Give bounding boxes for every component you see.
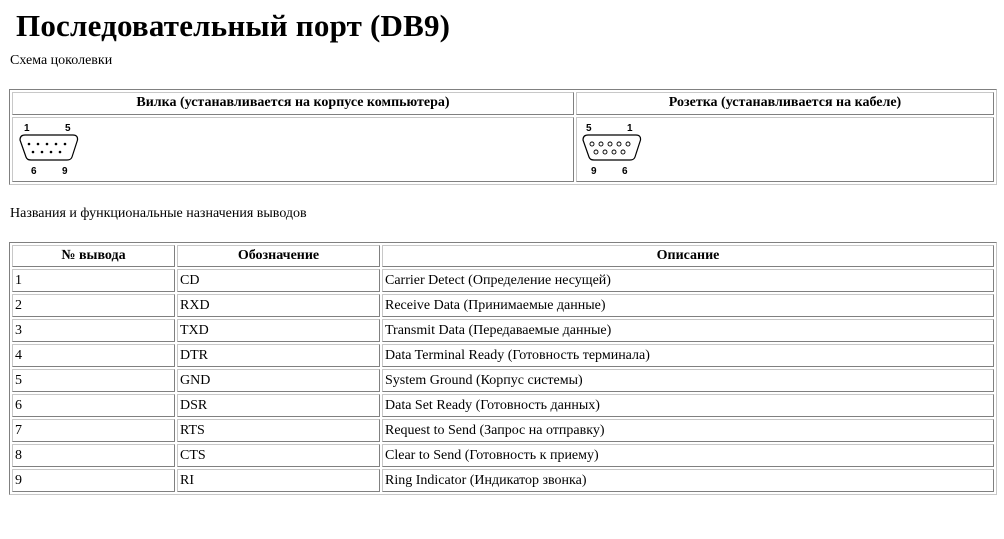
header-description: Описание [382, 245, 994, 267]
pin-number-cell: 9 [12, 469, 175, 492]
description-cell: Clear to Send (Готовность к приему) [382, 444, 994, 467]
table-row [12, 469, 994, 492]
description-cell: System Ground (Корпус системы) [382, 369, 994, 392]
male-connector-header: Вилка (устанавливается на корпусе компьютера) [12, 92, 574, 115]
pin-number-cell: 1 [12, 269, 175, 292]
signal-cell: CD [177, 269, 380, 292]
db9-male-connector-icon [16, 120, 82, 178]
table-row [12, 319, 994, 342]
description-cell: Ring Indicator (Индикатор звонка) [382, 469, 994, 492]
signal-cell: RXD [177, 294, 380, 317]
description-cell: Transmit Data (Передаваемые данные) [382, 319, 994, 342]
signal-cell: DTR [177, 344, 380, 367]
female-connector-cell [576, 117, 994, 183]
table-row [12, 419, 994, 442]
signal-cell: RI [177, 469, 380, 492]
description-cell: Receive Data (Принимаемые данные) [382, 294, 994, 317]
description-cell: Request to Send (Запрос на отправку) [382, 419, 994, 442]
connector-table [9, 89, 997, 185]
pin-number-cell: 5 [12, 369, 175, 392]
table-row [12, 294, 994, 317]
db9-female-connector-icon [580, 120, 646, 178]
male-label-bottom-left: 6 [31, 166, 37, 178]
table-row [12, 394, 994, 417]
table-row [12, 369, 994, 392]
table-row [12, 344, 994, 367]
male-label-top-right: 5 [65, 123, 71, 135]
page-title: Последовательный порт (DB9) [16, 8, 451, 43]
female-connector-header: Розетка (устанавливается на кабеле) [576, 92, 994, 115]
pin-number-cell: 8 [12, 444, 175, 467]
header-signal: Обозначение [177, 245, 380, 267]
table-row [12, 269, 994, 292]
description-cell: Data Terminal Ready (Готовность терминала) [382, 344, 994, 367]
male-connector-cell [12, 117, 574, 183]
pin-number-cell: 3 [12, 319, 175, 342]
header-pin-number: № вывода [12, 245, 175, 267]
pin-number-cell: 4 [12, 344, 175, 367]
signal-cell: DSR [177, 394, 380, 417]
pin-number-cell: 6 [12, 394, 175, 417]
description-cell: Carrier Detect (Определение несущей) [382, 269, 994, 292]
male-label-top-left: 1 [24, 123, 30, 135]
pin-number-cell: 2 [12, 294, 175, 317]
female-label-bottom-left: 9 [591, 166, 597, 178]
female-label-top-right: 1 [627, 123, 633, 135]
signal-cell: RTS [177, 419, 380, 442]
pins-caption: Названия и функциональные назначения выводов [10, 206, 307, 221]
signal-cell: TXD [177, 319, 380, 342]
table-row [12, 444, 994, 467]
signal-cell: CTS [177, 444, 380, 467]
signal-cell: GND [177, 369, 380, 392]
female-label-top-left: 5 [586, 123, 592, 135]
description-cell: Data Set Ready (Готовность данных) [382, 394, 994, 417]
female-label-bottom-right: 6 [622, 166, 628, 178]
pinout-caption: Схема цоколевки [10, 53, 113, 68]
male-label-bottom-right: 9 [62, 166, 68, 178]
pin-number-cell: 7 [12, 419, 175, 442]
pin-table [9, 242, 997, 495]
